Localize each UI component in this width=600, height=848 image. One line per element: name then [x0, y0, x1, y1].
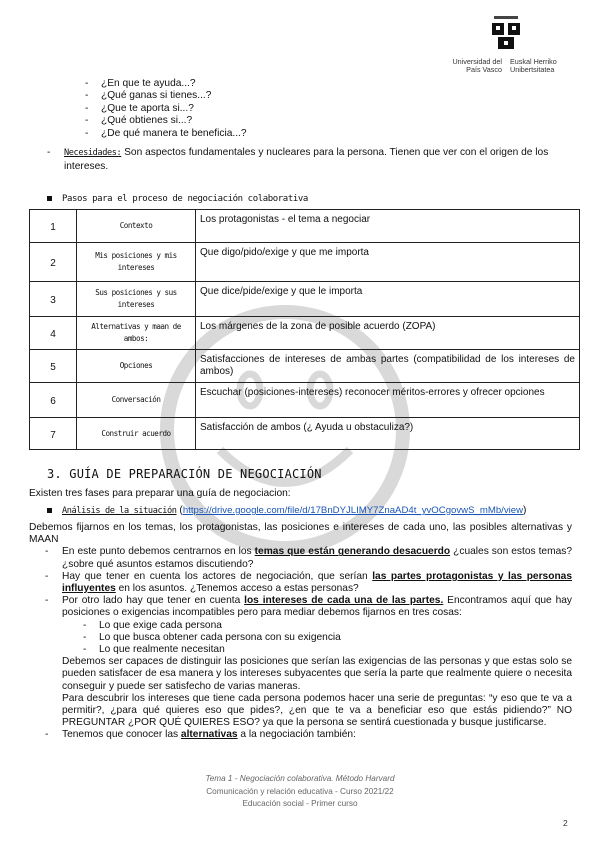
page-number: 2	[563, 818, 568, 828]
step-description: Satisfacción de ambos (¿ Ayuda u obstaculiza?)	[196, 418, 580, 450]
step-description: Los márgenes de la zona de posible acuerdo (ZOPA)	[196, 317, 580, 350]
section-3-body	[29, 522, 572, 742]
section-3-intro: Existen tres fases para preparar una guía de negociacion:	[29, 488, 291, 499]
table-row	[30, 243, 580, 282]
analisis-heading	[47, 505, 526, 516]
step-number: 6	[30, 383, 77, 418]
bullet-text: Encontramos aquí que hay posiciones o exigencias incompatibles pero para mediar debemos fijarnos en tres cosas:	[62, 595, 573, 619]
negotiation-steps-table	[29, 209, 580, 450]
step-description: Escuchar (posiciones-intereses) reconocer méritos-errores y ofrecer opciones	[196, 383, 580, 418]
pasos-heading	[47, 192, 308, 204]
step-name: Construir acuerdo	[77, 418, 196, 450]
bullet-actores: - Hay que tener en cuenta los actores de negociación, que serían las partes protagonistas y las personas influyentes en los asuntos. ¿Tenemos acceso a estas personas?	[45, 570, 572, 595]
table-row	[30, 418, 580, 450]
page-footer	[0, 773, 600, 811]
sub-bullet-text: Lo que exige cada persona	[99, 619, 222, 631]
lead-paragraph: Debemos fijarnos en los temas, los protagonistas, las posiciones e intereses de cada uno, las posibles alternativas y MAAN	[29, 522, 572, 546]
sub-bullet: - Lo que exige cada persona	[83, 619, 222, 631]
university-logo	[442, 14, 572, 74]
analisis-label: Análisis de la situación	[62, 506, 177, 516]
section-3-heading: 3. GUÍA DE PREPARACIÓN DE NEGOCIACIÓN	[47, 467, 322, 481]
posiciones-paragraph: Debemos ser capaces de distinguir las posiciones que serían las exigencias de las personas y que estas solo se pueden satisfacer de esa manera y los intereses subyacentes que sería la parte que realmente quiere o necesita conseguir y puede ser satisfecho de varias maneras.	[62, 656, 572, 692]
step-number: 1	[30, 210, 77, 243]
footer-course: Comunicación y relación educativa - Curso 2021/22	[206, 786, 394, 796]
bullet-emphasis: alternativas	[180, 729, 238, 741]
step-name: Mis posiciones y mis intereses	[77, 243, 196, 282]
sub-bullet-text: Lo que busca obtener cada persona con su exigencia	[99, 631, 341, 643]
question-item: - ¿Que te aporta si...?	[85, 103, 247, 115]
step-name: Contexto	[77, 210, 196, 243]
bullet-temas: - En este punto debemos centrarnos en los temas que están generando desacuerdo ¿cuales son estos temas? ¿sobre qué asuntos estamos discutiendo?	[45, 546, 573, 570]
sub-bullet-text: Lo que realmente necesitan	[99, 644, 225, 656]
question-item: - ¿Qué obtienes si...?	[85, 115, 247, 127]
footer-degree: Educación social - Primer curso	[242, 799, 358, 809]
bullet-text: En este punto debemos centrarnos en los	[62, 546, 255, 558]
bullet-text: a la negociación también:	[237, 729, 356, 741]
step-name: Conversación	[77, 383, 196, 418]
step-description: Los protagonistas - el tema a negociar	[196, 210, 580, 243]
step-number: 5	[30, 350, 77, 383]
bullet-alternativas: - Tenemos que conocer las alternativas a la negociación también:	[45, 729, 356, 741]
footer-topic: Tema 1 - Negociación colaborativa. Método Harvard	[205, 774, 395, 783]
sub-bullet: - Lo que realmente necesitan	[83, 644, 225, 656]
step-description: Satisfacciones de intereses de ambas partes (compatibilidad de los intereses de ambos)	[196, 350, 580, 383]
table-row	[30, 210, 580, 243]
table-row	[30, 350, 580, 383]
university-basque-name: Euskal Herriko Unibertsitatea	[510, 57, 557, 74]
bullet-text: Tenemos que conocer las	[62, 729, 181, 741]
analisis-video-link[interactable]: https://drive.google.com/file/d/17BnDYJLIMY7ZnaAD4t_yvOCgovwS_mMb/view	[182, 505, 524, 516]
square-bullet-icon	[47, 196, 52, 201]
table-row	[30, 282, 580, 317]
pasos-title: Pasos para el proceso de negociación colaborativa	[62, 194, 308, 204]
step-name: Opciones	[77, 350, 196, 383]
bullet-text: Por otro lado hay que tener en cuenta	[62, 595, 245, 607]
step-number: 3	[30, 282, 77, 317]
preguntas-paragraph: Para descubrir los intereses que tiene cada persona podemos hacer una serie de preguntas: “y eso que te va a permitir?, ¿para qué quieres eso que pides?, ¿en que te va a beneficiar eso que estás pidiendo?” NO PREGUNTAR ¿POR QUÉ QUIERES ESO? ya que la persona se sentirá cuestionada y busque justificarse.	[62, 692, 572, 729]
question-item: - ¿Qué ganas si tienes...?	[85, 90, 247, 102]
bullet-text: en los asuntos. ¿Tenemos acceso a estas personas?	[115, 583, 359, 595]
table-row	[30, 383, 580, 418]
bullet-emphasis: las partes protagonistas y las personas influyentes	[62, 570, 572, 595]
question-item: - ¿De qué manera te beneficia...?	[85, 128, 247, 140]
step-name: Sus posiciones y sus intereses	[77, 282, 196, 317]
link-close-paren: )	[523, 505, 527, 516]
step-number: 4	[30, 317, 77, 350]
bullet-emphasis: los intereses de cada una de las partes.	[244, 595, 444, 607]
question-list	[85, 78, 247, 140]
table-row	[30, 317, 580, 350]
question-item: - ¿En que te ayuda...?	[85, 78, 247, 90]
step-description: Que dice/pide/exige y que le importa	[196, 282, 580, 317]
university-name: Universidad del País Vasco	[452, 57, 502, 74]
square-bullet-icon	[47, 508, 52, 513]
ehu-logo-icon	[488, 14, 524, 54]
bullet-text: ¿cuales son estos temas? ¿sobre qué asuntos estamos discutiendo?	[62, 546, 573, 570]
bullet-emphasis: temas que están generando desacuerdo	[254, 546, 451, 558]
necesidades-text: Son aspectos fundamentales y nucleares para la persona. Tienen que ver con el origen de los intereses.	[64, 147, 549, 172]
link-open-paren: (	[176, 505, 183, 516]
necesidades-paragraph: - Necesidades: Son aspectos fundamentales y nucleares para la persona. Tienen que ver con el origen de los intereses.	[47, 147, 549, 172]
bullet-text: Hay que tener en cuenta los actores de negociación, que serían	[62, 570, 373, 582]
step-number: 2	[30, 243, 77, 282]
necesidades-label: Necesidades:	[64, 148, 122, 158]
step-description: Que digo/pido/exige y que me importa	[196, 243, 580, 282]
bullet-intereses: - Por otro lado hay que tener en cuenta los intereses de cada una de las partes. Encontramos aquí que hay posiciones o exigencias incompatibles pero para mediar debemos fijarnos en tres cosas:	[45, 595, 573, 619]
sub-bullet: - Lo que busca obtener cada persona con su exigencia	[83, 631, 341, 643]
step-name: Alternativas y maan de ambos:	[77, 317, 196, 350]
step-number: 7	[30, 418, 77, 450]
